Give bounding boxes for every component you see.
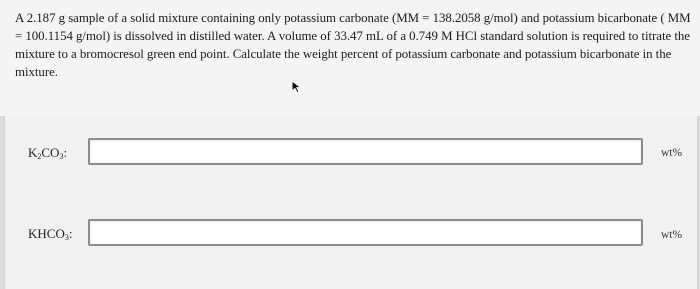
khco3-unit-label: wt% xyxy=(661,229,683,241)
answer-row-k2co3 xyxy=(5,134,697,174)
answer-panel xyxy=(4,116,698,289)
answer-row-khco3 xyxy=(5,215,697,255)
question-panel xyxy=(0,0,700,117)
k2co3-weight-percent-input[interactable] xyxy=(88,138,643,165)
question-text: A 2.187 g sample of a solid mixture containing only potassium carbonate (MM = 138.2058 g/mol) and potassium bicarbonate ( MM = 100.1154 g/mol) is dissolved in distilled water. A volume of 33.47 mL of a 0.749 M HCl standard solution is required to titrate the mixture to a bromocresol green end point. Calculate the weight percent of potassium carbonate and potassium bicarbonate in the mixture. xyxy=(15,11,691,79)
k2co3-unit-label: wt% xyxy=(661,147,683,159)
khco3-label: $KHCO_3$: xyxy=(28,226,73,242)
k2co3-label: $K_2CO_3$: xyxy=(28,145,68,161)
mouse-pointer-icon xyxy=(291,80,303,94)
khco3-weight-percent-input[interactable] xyxy=(88,219,643,246)
